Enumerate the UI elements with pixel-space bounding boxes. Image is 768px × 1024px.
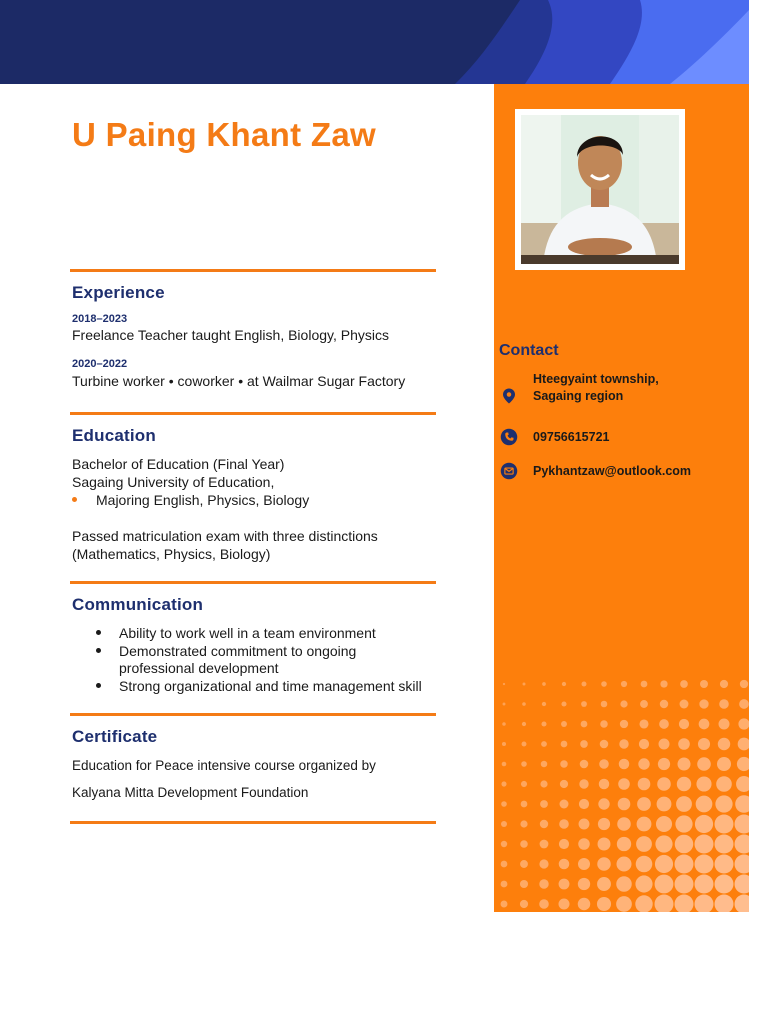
phone-icon [500, 428, 518, 446]
bullet-icon [96, 630, 101, 635]
section-divider [70, 821, 436, 824]
certificate-organization: Kalyana Mitta Development Foundation [72, 785, 309, 800]
communication-item: Strong organizational and time management skill [119, 678, 422, 694]
contact-address-line: Hteegyaint township, [533, 372, 659, 386]
contact-address-region: Sagaing region [533, 389, 624, 403]
section-divider [70, 581, 436, 584]
candidate-name: U Paing Khant Zaw [72, 116, 376, 153]
location-pin-icon [500, 387, 518, 405]
bullet-icon [72, 497, 77, 502]
experience-description: Turbine worker • coworker • at Wailmar Sugar Factory [72, 373, 406, 389]
education-title: Education [72, 426, 156, 445]
experience-dates: 2020–2022 [72, 358, 128, 370]
section-divider [70, 412, 436, 415]
contact-sidebar [494, 84, 749, 912]
contact-phone[interactable]: 09756615721 [533, 430, 610, 444]
bullet-icon [96, 648, 101, 653]
certificate-line: Education for Peace intensive course organized by [72, 758, 376, 773]
education-matriculation-subjects: (Mathematics, Physics, Biology) [72, 546, 271, 562]
section-divider [70, 713, 436, 716]
communication-item: Ability to work well in a team environment [119, 625, 376, 641]
bullet-icon [96, 683, 101, 688]
mail-icon [500, 462, 518, 480]
certificate-title: Certificate [72, 727, 158, 746]
education-major: Majoring English, Physics, Biology [96, 492, 310, 508]
communication-item: Demonstrated commitment to ongoing [119, 643, 357, 659]
experience-description: Freelance Teacher taught English, Biology, Physics [72, 327, 389, 343]
education-matriculation: Passed matriculation exam with three distinctions [72, 528, 378, 544]
contact-title: Contact [499, 342, 559, 359]
education-university: Sagaing University of Education, [72, 474, 275, 490]
communication-title: Communication [72, 595, 204, 614]
experience-title: Experience [72, 283, 165, 302]
communication-item-continued: professional development [119, 660, 279, 676]
education-degree: Bachelor of Education (Final Year) [72, 456, 285, 472]
contact-email[interactable]: Pykhantzaw@outlook.com [533, 464, 692, 478]
section-divider [70, 269, 436, 272]
header-banner [0, 0, 749, 84]
profile-photo [515, 109, 685, 270]
experience-dates: 2018–2023 [72, 313, 128, 325]
